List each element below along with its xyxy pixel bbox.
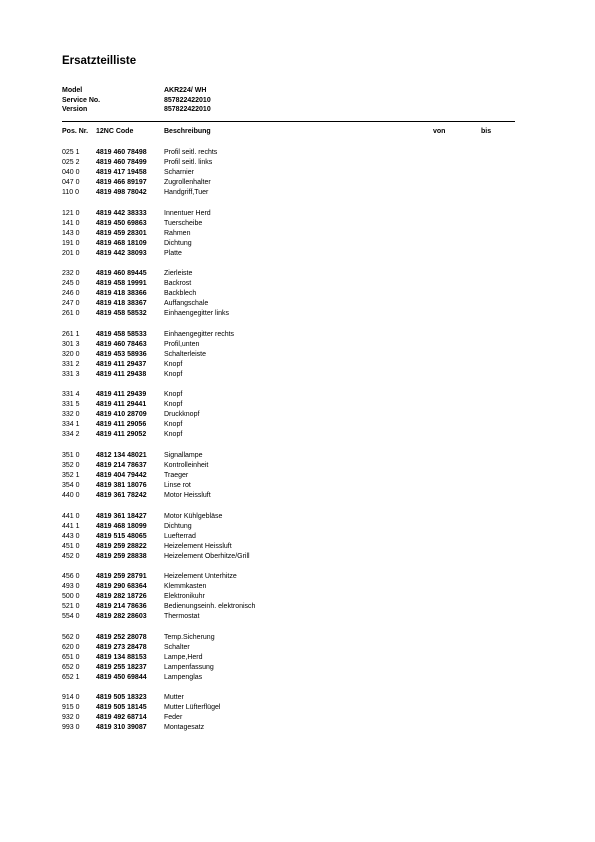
part-description: Profil seitl. links [164,159,213,166]
table-row [62,512,515,522]
part-position: 452 0 [62,552,80,560]
table-row [62,461,515,471]
part-position: 261 0 [62,310,80,318]
column-header-row [62,128,515,138]
table-row [62,158,515,168]
table-row [62,168,515,178]
part-position: 245 0 [62,280,80,288]
part-position: 331 3 [62,370,80,378]
part-description: Backrost [164,280,192,288]
part-position: 047 0 [62,179,80,186]
part-code: 4819 498 78042 [96,189,147,196]
part-description: Luefterrad [164,532,196,540]
part-group [62,148,515,198]
part-position: 201 0 [62,249,80,257]
part-code: 4819 134 88153 [96,653,147,661]
table-row [62,481,515,491]
part-position: 493 0 [62,583,80,591]
part-code: 4819 459 28301 [96,229,147,237]
table-row [62,612,515,622]
version-value: 857822422010 [164,106,211,114]
table-row [62,471,515,481]
part-description: Knopf [164,360,183,368]
table-row [62,633,515,643]
part-group [62,633,515,683]
part-code: 4819 273 28478 [96,643,147,651]
part-code: 4819 468 18099 [96,522,147,530]
table-row [62,350,515,360]
part-position: 334 1 [62,421,80,429]
service-no-label: Service No. [62,96,101,104]
part-description: Handgriff,Tuer [164,189,209,196]
table-row [62,643,515,653]
table-row [62,209,515,219]
table-row [62,602,515,612]
column-header-description: Beschreibung [164,128,211,135]
part-description: Knopf [164,401,183,409]
part-description: Lampenfassung [164,663,214,671]
parts-list [62,148,515,744]
part-description: Tuerscheibe [164,219,203,227]
part-position: 620 0 [62,643,80,651]
table-row [62,330,515,340]
table-row [62,269,515,279]
table-row [62,542,515,552]
part-description: Heizelement Unterhitze [164,573,237,581]
part-position: 652 0 [62,663,80,671]
part-code: 4819 492 68714 [96,714,147,722]
part-position: 441 0 [62,512,80,520]
header-divider [62,121,515,122]
part-code: 4819 453 58936 [96,350,147,358]
part-code: 4819 466 89197 [96,179,147,186]
table-row [62,572,515,582]
part-description: Temp.Sicherung [164,633,215,641]
part-position: 456 0 [62,573,80,581]
part-code: 4819 418 38367 [96,300,147,308]
part-description: Montagesatz [164,724,205,732]
part-description: Traeger [164,471,189,479]
table-row [62,703,515,713]
table-row [62,653,515,663]
page-title: Ersatzteilliste [62,55,137,67]
table-row [62,663,515,673]
part-code: 4819 255 18237 [96,663,147,671]
part-code: 4819 505 18323 [96,694,147,702]
part-group [62,330,515,380]
part-position: 993 0 [62,724,80,732]
part-group [62,693,515,733]
table-row [62,410,515,420]
part-code: 4819 458 58532 [96,310,147,318]
table-row [62,249,515,259]
part-position: 554 0 [62,613,80,621]
table-row [62,532,515,542]
part-position: 232 0 [62,270,80,278]
part-description: Einhaengegitter rechts [164,330,235,338]
part-code: 4819 442 38333 [96,209,147,217]
part-position: 651 0 [62,653,80,661]
part-description: Dichtung [164,522,192,530]
part-position: 354 0 [62,481,80,489]
part-position: 334 2 [62,431,80,439]
part-description: Schalterleiste [164,350,207,358]
part-description: Scharnier [164,169,194,176]
part-description: Knopf [164,391,183,399]
part-position: 652 1 [62,673,80,681]
part-position: 246 0 [62,290,80,298]
part-code: 4819 252 28078 [96,633,147,641]
part-position: 331 5 [62,401,80,409]
part-description: Motor Kühlgebläse [164,512,223,520]
part-code: 4819 505 18145 [96,704,147,712]
part-description: Kontrolleinheit [164,461,209,469]
part-position: 500 0 [62,593,80,601]
table-row [62,522,515,532]
part-code: 4819 411 29439 [96,391,147,399]
part-code: 4819 460 78499 [96,159,147,166]
table-row [62,400,515,410]
table-row [62,188,515,198]
part-description: Knopf [164,370,183,378]
part-description: Mutter [164,694,184,702]
part-position: 025 2 [62,159,80,166]
part-group [62,269,515,319]
part-description: Elektronikuhr [164,593,205,601]
part-description: Druckknopf [164,411,200,419]
part-description: Knopf [164,421,183,429]
part-code: 4819 214 78637 [96,461,147,469]
part-code: 4819 450 69863 [96,219,147,227]
part-code: 4819 361 18427 [96,512,147,520]
part-code: 4819 411 29052 [96,431,147,439]
part-description: Einhaengegitter links [164,310,229,318]
part-code: 4819 411 29438 [96,370,147,378]
part-code: 4819 460 89445 [96,270,147,278]
table-row [62,279,515,289]
part-position: 443 0 [62,532,80,540]
table-row [62,390,515,400]
table-row [62,148,515,158]
part-code: 4819 460 78463 [96,340,147,348]
part-position: 351 0 [62,451,80,459]
part-code: 4819 259 28838 [96,552,147,560]
part-position: 915 0 [62,704,80,712]
part-code: 4819 458 58533 [96,330,147,338]
part-description: Rahmen [164,229,191,237]
part-description: Signallampe [164,451,203,459]
part-description: Schalter [164,643,190,651]
table-row [62,723,515,733]
part-position: 521 0 [62,603,80,611]
part-description: Profil,unten [164,340,200,348]
part-code: 4819 411 29441 [96,401,147,409]
part-description: Lampenglas [164,673,203,681]
part-code: 4819 381 18076 [96,481,147,489]
part-group [62,209,515,259]
part-description: Innentuer Herd [164,209,211,217]
part-position: 562 0 [62,633,80,641]
table-row [62,370,515,380]
part-position: 040 0 [62,169,80,176]
part-code: 4819 404 79442 [96,471,147,479]
part-position: 143 0 [62,229,80,237]
part-description: Thermostat [164,613,200,621]
table-row [62,673,515,683]
part-code: 4819 442 38093 [96,249,147,257]
part-code: 4819 410 28709 [96,411,147,419]
part-code: 4819 468 18109 [96,239,147,247]
table-row [62,420,515,430]
part-code: 4819 515 48065 [96,532,147,540]
part-group [62,572,515,622]
table-row [62,713,515,723]
part-position: 320 0 [62,350,80,358]
part-description: Dichtung [164,239,192,247]
part-description: Platte [164,249,182,257]
column-header-code: 12NC Code [96,128,134,135]
part-code: 4819 361 78242 [96,491,147,499]
part-code: 4819 418 38366 [96,290,147,298]
part-code: 4819 290 68364 [96,583,147,591]
part-description: Backblech [164,290,197,298]
part-position: 352 0 [62,461,80,469]
part-position: 121 0 [62,209,80,217]
model-label: Model [62,87,83,94]
column-header-bis: bis [481,128,492,135]
part-description: Motor Heissluft [164,491,211,499]
model-value: AKR224/ WH [164,87,207,94]
table-row [62,582,515,592]
part-description: Knopf [164,431,183,439]
part-position: 451 0 [62,542,80,550]
part-code: 4819 214 78636 [96,603,147,611]
column-header-von: von [433,128,446,135]
version-label: Version [62,106,88,114]
part-description: Heizelement Oberhitze/Grill [164,552,250,560]
table-row [62,552,515,562]
part-code: 4819 417 19458 [96,169,147,176]
part-position: 932 0 [62,714,80,722]
table-row [62,360,515,370]
part-code: 4819 460 78498 [96,149,147,156]
part-position: 441 1 [62,522,80,530]
part-position: 025 1 [62,149,80,156]
part-description: Profil seitl. rechts [164,149,218,156]
column-header-pos: Pos. Nr. [62,128,89,135]
part-description: Heizelement Heissluft [164,542,232,550]
part-description: Lampe,Herd [164,653,203,661]
part-code: 4812 134 48021 [96,451,147,459]
part-position: 332 0 [62,411,80,419]
part-description: Zierleiste [164,270,193,278]
part-position: 914 0 [62,694,80,702]
part-description: Bedienungseinh. elektronisch [164,603,256,611]
part-position: 261 1 [62,330,80,338]
table-row [62,299,515,309]
part-code: 4819 259 28791 [96,573,147,581]
part-code: 4819 310 39087 [96,724,147,732]
part-position: 247 0 [62,300,80,308]
part-position: 301 3 [62,340,80,348]
table-row [62,229,515,239]
table-row [62,592,515,602]
part-description: Linse rot [164,481,191,489]
table-row [62,289,515,299]
part-description: Klemmkasten [164,583,207,591]
part-position: 331 4 [62,391,80,399]
part-code: 4819 282 28603 [96,613,147,621]
table-row [62,340,515,350]
part-group [62,451,515,501]
part-description: Auffangschale [164,300,209,308]
part-group [62,512,515,562]
part-description: Mutter Lüfterflügel [164,704,221,712]
part-group [62,390,515,440]
table-row [62,219,515,229]
part-code: 4819 458 19991 [96,280,147,288]
table-row [62,451,515,461]
part-code: 4819 259 28822 [96,542,147,550]
part-position: 141 0 [62,219,80,227]
table-row [62,430,515,440]
service-no-value: 857822422010 [164,96,211,104]
part-code: 4819 411 29056 [96,421,147,429]
part-position: 191 0 [62,239,80,247]
table-row [62,178,515,188]
part-position: 352 1 [62,471,80,479]
table-row [62,693,515,703]
part-description: Feder [164,714,183,722]
part-description: Zugrollenhalter [164,179,211,186]
part-position: 110 0 [62,189,79,196]
part-position: 440 0 [62,491,80,499]
part-code: 4819 282 18726 [96,593,147,601]
part-code: 4819 411 29437 [96,360,147,368]
table-row [62,309,515,319]
table-row [62,491,515,501]
part-code: 4819 450 69844 [96,673,147,681]
part-position: 331 2 [62,360,80,368]
table-row [62,239,515,249]
